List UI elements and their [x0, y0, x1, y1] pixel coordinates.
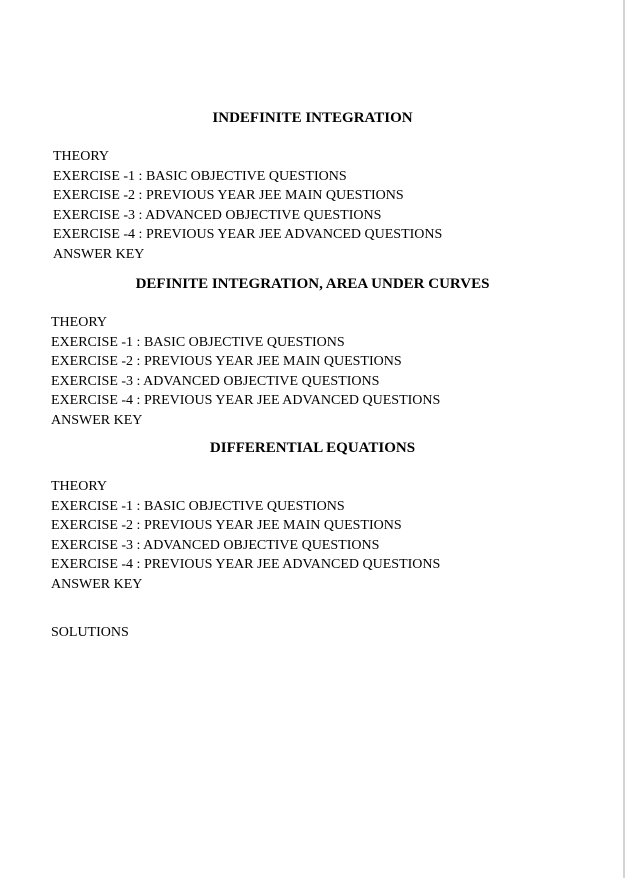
contents-item-exercise-1[interactable]: EXERCISE -1 : BASIC OBJECTIVE QUESTIONS	[53, 169, 347, 184]
contents-item-answer-key[interactable]: ANSWER KEY	[53, 247, 145, 262]
contents-item-solutions[interactable]: SOLUTIONS	[51, 625, 129, 640]
section-title-differential-equations: DIFFERENTIAL EQUATIONS	[209, 440, 416, 456]
section-title-indefinite-integration: INDEFINITE INTEGRATION	[212, 110, 413, 126]
contents-item-exercise-1[interactable]: EXERCISE -1 : BASIC OBJECTIVE QUESTIONS	[51, 499, 345, 514]
contents-item-theory[interactable]: THEORY	[51, 315, 107, 330]
contents-item-exercise-1[interactable]: EXERCISE -1 : BASIC OBJECTIVE QUESTIONS	[51, 335, 345, 350]
contents-item-exercise-4[interactable]: EXERCISE -4 : PREVIOUS YEAR JEE ADVANCED QUESTIONS	[53, 227, 443, 242]
contents-item-exercise-2[interactable]: EXERCISE -2 : PREVIOUS YEAR JEE MAIN QUESTIONS	[51, 518, 402, 533]
contents-item-theory[interactable]: THEORY	[53, 149, 109, 164]
contents-item-exercise-4[interactable]: EXERCISE -4 : PREVIOUS YEAR JEE ADVANCED QUESTIONS	[51, 393, 441, 408]
contents-item-exercise-3[interactable]: EXERCISE -3 : ADVANCED OBJECTIVE QUESTIONS	[51, 374, 380, 389]
contents-item-exercise-4[interactable]: EXERCISE -4 : PREVIOUS YEAR JEE ADVANCED QUESTIONS	[51, 557, 441, 572]
contents-item-answer-key[interactable]: ANSWER KEY	[51, 413, 143, 428]
contents-item-exercise-2[interactable]: EXERCISE -2 : PREVIOUS YEAR JEE MAIN QUESTIONS	[51, 354, 402, 369]
contents-item-exercise-3[interactable]: EXERCISE -3 : ADVANCED OBJECTIVE QUESTIONS	[51, 538, 380, 553]
contents-item-answer-key[interactable]: ANSWER KEY	[51, 577, 143, 592]
section-title-definite-integration: DEFINITE INTEGRATION, AREA UNDER CURVES	[135, 276, 490, 292]
contents-item-exercise-3[interactable]: EXERCISE -3 : ADVANCED OBJECTIVE QUESTIONS	[53, 208, 382, 223]
contents-item-exercise-2[interactable]: EXERCISE -2 : PREVIOUS YEAR JEE MAIN QUESTIONS	[53, 188, 404, 203]
contents-item-theory[interactable]: THEORY	[51, 479, 107, 494]
